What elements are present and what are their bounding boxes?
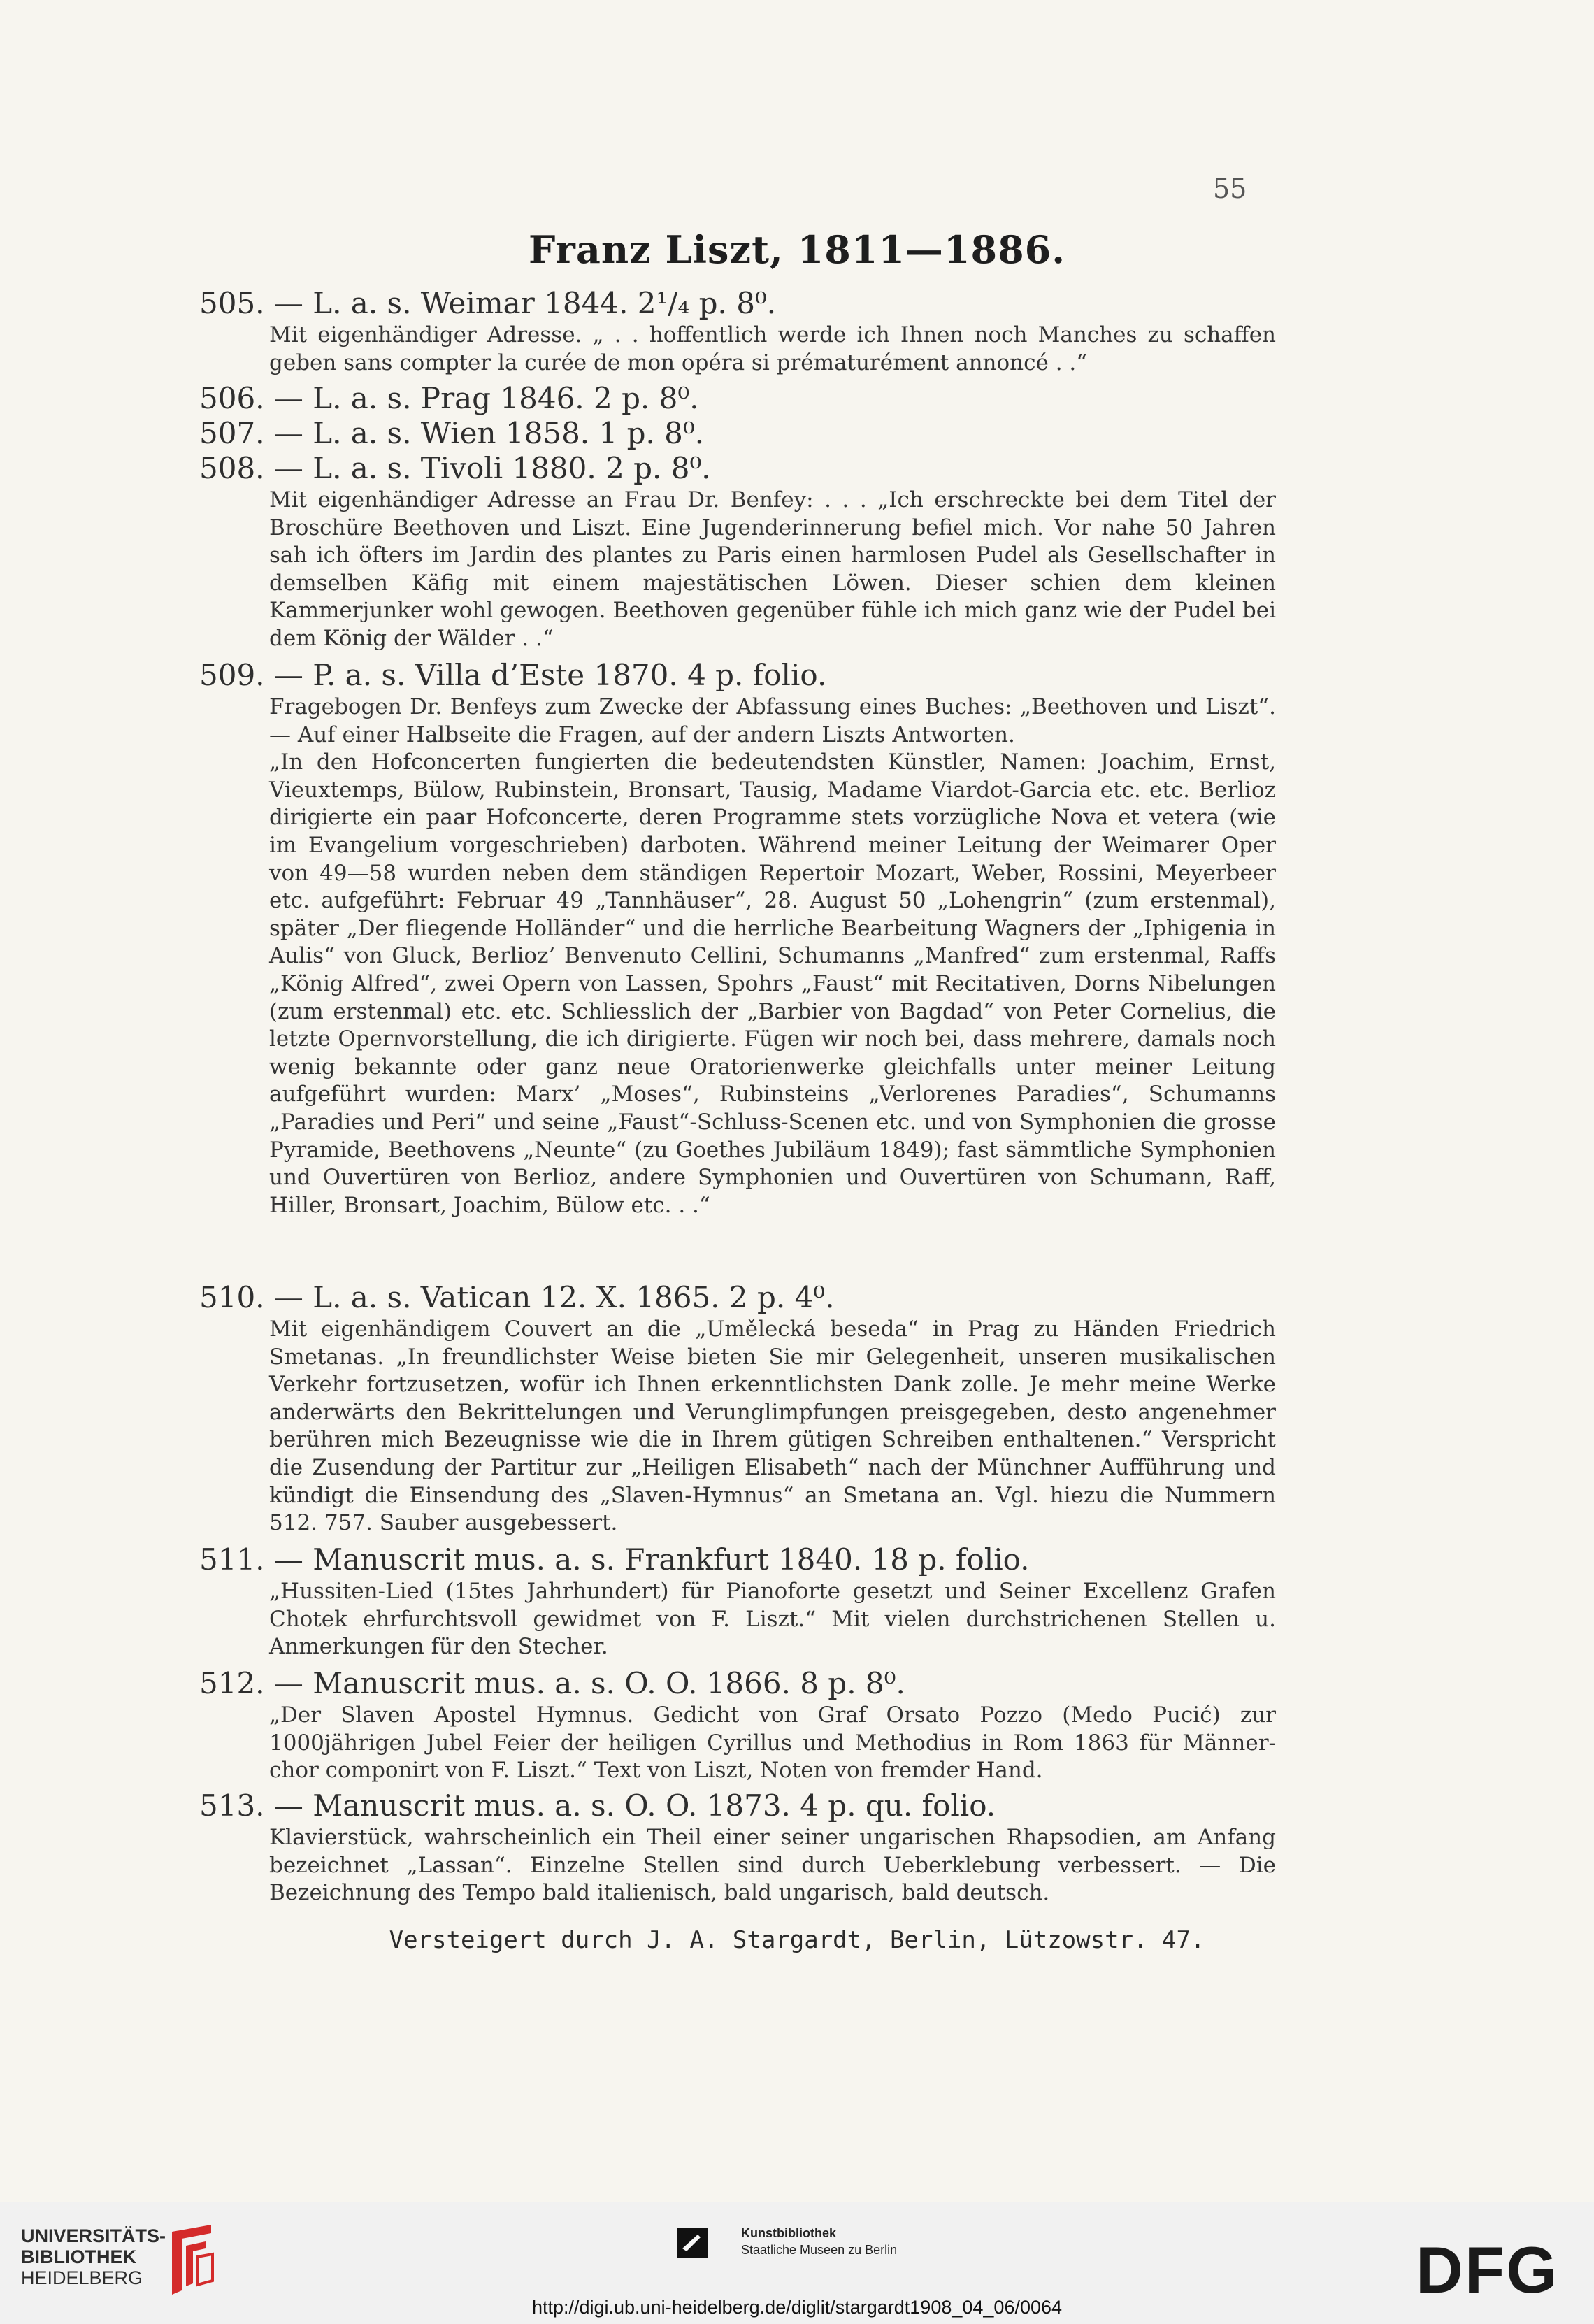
- entry-paragraph: „Hussiten-Lied (15tes Jahrhundert) für Pianoforte gesetzt und Seiner Excellenz Grafen Chotek ehrfurchtsvoll gewidmet von F. Liszt.“ Mit vielen durchstrichenen Stellen u. Anmerkungen für den Stecher.: [269, 1579, 1276, 1660]
- catalog-entry: [199, 1542, 1276, 1661]
- library-name-line: UNIVERSITÄTS-: [21, 2225, 166, 2246]
- catalog-entry: [199, 450, 1276, 653]
- entry-paragraph: Mit eigenhändiger Adresse. „ . . hoffentlich werde ich Ihnen noch Manches zu schaffen geben sans compter la curée de mon opéra si prématurément annoncé . .“: [269, 322, 1276, 375]
- catalog-entry: [199, 657, 1276, 1219]
- kb-name: Kunstbibliothek: [741, 2226, 836, 2240]
- entry-heading: 505. — L. a. s. Weimar 1844. 2¹/₄ p. 8⁰.: [199, 286, 777, 320]
- kunstbibliothek-logo-icon: [677, 2228, 708, 2258]
- entry-paragraph: „In den Hofconcerten fungierten die bedeutendsten Künstler, Namen: Joachim, Ernst, Vieuxtemps, Bülow, Rubinstein, Bronsart, Tausig, Madame Viardot-Garcia etc. etc. Berlioz dirigierte ein paar Hofconcerte, deren Programme stets vorzügliche Nova et vetera (wie im Evangelium vorgeschrieben) darboten. Während meiner Leitung der Weimarer Oper von 49—58 wurden neben dem ständigen Repertoir Mozart, Weber, Rossini, Meyerbeer etc. aufgeführt: Februar 49 „Tannhäuser“, 28. August 50 „Lohengrin“ (zum erstenmal), später „Der fliegende Holländer“ und die herrliche Bearbeitung Wagners der „Iphigenia in Aulis“ von Gluck, Berlioz’ Benvenuto Cellini, Schumanns „Manfred“ zum erstenmal, Raffs „König Alfred“, zwei Opern von Lassen, Spohrs „Faust“ mit Recitativen, Dorns Nibelungen (zum erstenmal) etc. etc. Schliesslich der „Barbier von Bagdad“ von Peter Cornelius, die letzte Opernvorstellung, die ich dirigierte. Fügen wir noch bei, dass mehrere, damals noch wenig bekannte oder ganz neue Oratorienwerke gleichfalls unter meiner Leitung aufgeführt wurden: Marx’ „Moses“, Rubinsteins „Verlorenes Paradies“, Schumanns „Paradies und Peri“ und seine „Faust“-Schluss-Scenen etc. und von Symphonien die grosse Pyramide, Beethovens „Neunte“ (zu Goethes Jubiläum 1849); fast sämmtliche Symphonien und Ouvertüren von Berlioz, andere Symphonien und Ouvertüren von Schumann, Raff, Hiller, Bronsart, Joachim, Bülow etc. . .“: [269, 749, 1276, 1218]
- catalog-entry: [199, 285, 1276, 377]
- entry-paragraph: Mit eigenhändiger Adresse an Frau Dr. Benfey: . . . „Ich erschreckte bei dem Titel der Broschüre Beethoven und Liszt. Eine Jugenderinnerung befiel mich. Vor nahe 50 Jahren sah ich öfters im Jardin des plantes zu Paris einen harmlosen Pudel als Gesellschafter in demselben Käfig mit einem majestätischen Löwen. Dieser schien dem kleinen Kammerjunker wohl gewogen. Beethoven gegenüber fühle ich mich ganz wie der Pudel bei dem König der Wälder . .“: [269, 487, 1276, 651]
- entry-description: [269, 1824, 1276, 1907]
- library-logo-icon: [162, 2222, 218, 2299]
- entry-heading: 513. — Manuscrit mus. a. s. O. O. 1873. 4 p. qu. folio.: [199, 1788, 996, 1823]
- permalink[interactable]: http://digi.ub.uni-heidelberg.de/diglit/stargardt1908_04_06/0064: [531, 2297, 1063, 2318]
- entry-paragraph: Klavierstück, wahrscheinlich ein Theil einer seiner ungarischen Rhapsodien, am Anfang bezeichnet „Lassan“. Einzelne Stellen sind durch Ueberklebung verbessert. — Die Bezeichnung des Tempo bald italienisch, bald ungarisch, bald deutsch.: [269, 1825, 1276, 1906]
- entry-paragraph: Mit eigenhändigem Couvert an die „Umělecká beseda“ in Prag zu Händen Friedrich Smetanas. „In freundlichster Weise bieten Sie mir Gelegenheit, unseren musikalischen Verkehr fortzusetzen, wofür ich Ihnen erkenntlichsten Dank zolle. Je mehr meine Werke anderwärts den Bekrittelungen und Verunglimpfungen preisgegeben, desto angenehmer berühren mich Bezeugnisse wie die in Ihrem gütigen Schreiben enthaltenen.“ Verspricht die Zusendung der Partitur zur „Heiligen Elisabeth“ nach der Münchner Aufführung und kündigt die Einsendung des „Slaven-Hymnus“ an Smetana an. Vgl. hiezu die Nummern 512. 757. Sauber ausgebessert.: [269, 1317, 1276, 1536]
- entry-description: [269, 1578, 1276, 1661]
- entry-heading: 510. — L. a. s. Vatican 12. X. 1865. 2 p. 4⁰.: [199, 1280, 835, 1314]
- entry-heading: 509. — P. a. s. Villa d’Este 1870. 4 p. folio.: [199, 658, 827, 692]
- library-name-line: BIBLIOTHEK: [21, 2246, 136, 2267]
- dfg-logo: DFG: [1416, 2233, 1559, 2307]
- entry-description: [269, 1316, 1276, 1537]
- kb-subtitle: Staatliche Museen zu Berlin: [741, 2243, 898, 2257]
- catalog-entry: [199, 1665, 1276, 1785]
- catalog-entry: [199, 415, 1276, 452]
- entry-description: [269, 487, 1276, 653]
- entry-description: [269, 322, 1276, 377]
- auction-footer: Versteigert durch J. A. Stargardt, Berlin, Lützowstr. 47.: [389, 1926, 1205, 1954]
- library-name-line: HEIDELBERG: [21, 2267, 143, 2288]
- entry-paragraph: „Der Slaven Apostel Hymnus. Gedicht von Graf Orsato Pozzo (Medo Pucić) zur 1000jährigen Jubel Feier der heiligen Cyrillus und Methodius in Rom 1863 für Männer-chor componirt von F. Liszt.“ Text von Liszt, Noten von fremder Hand.: [269, 1702, 1276, 1784]
- entry-heading: 512. — Manuscrit mus. a. s. O. O. 1866. 8 p. 8⁰.: [199, 1666, 905, 1700]
- entry-description: [269, 694, 1276, 1219]
- entry-description: [269, 1702, 1276, 1785]
- entry-heading: 506. — L. a. s. Prag 1846. 2 p. 8⁰.: [199, 381, 699, 415]
- catalog-entry: [199, 380, 1276, 417]
- entry-heading: 507. — L. a. s. Wien 1858. 1 p. 8⁰.: [199, 416, 705, 450]
- entry-heading: 508. — L. a. s. Tivoli 1880. 2 p. 8⁰.: [199, 451, 711, 485]
- catalog-entry: [199, 1279, 1276, 1537]
- kunstbibliothek-label: [741, 2225, 897, 2258]
- catalog-entry: [199, 1788, 1276, 1907]
- entry-heading: 511. — Manuscrit mus. a. s. Frankfurt 1840. 18 p. folio.: [199, 1542, 1030, 1577]
- entry-paragraph: Fragebogen Dr. Benfeys zum Zwecke der Abfassung eines Buches: „Beethoven und Liszt“. — Auf einer Halbseite die Fragen, auf der andern Liszts Antworten.: [269, 694, 1276, 747]
- library-name: [21, 2225, 166, 2288]
- page-number: 55: [1213, 173, 1247, 204]
- page-title: Franz Liszt, 1811—1886.: [528, 227, 1066, 272]
